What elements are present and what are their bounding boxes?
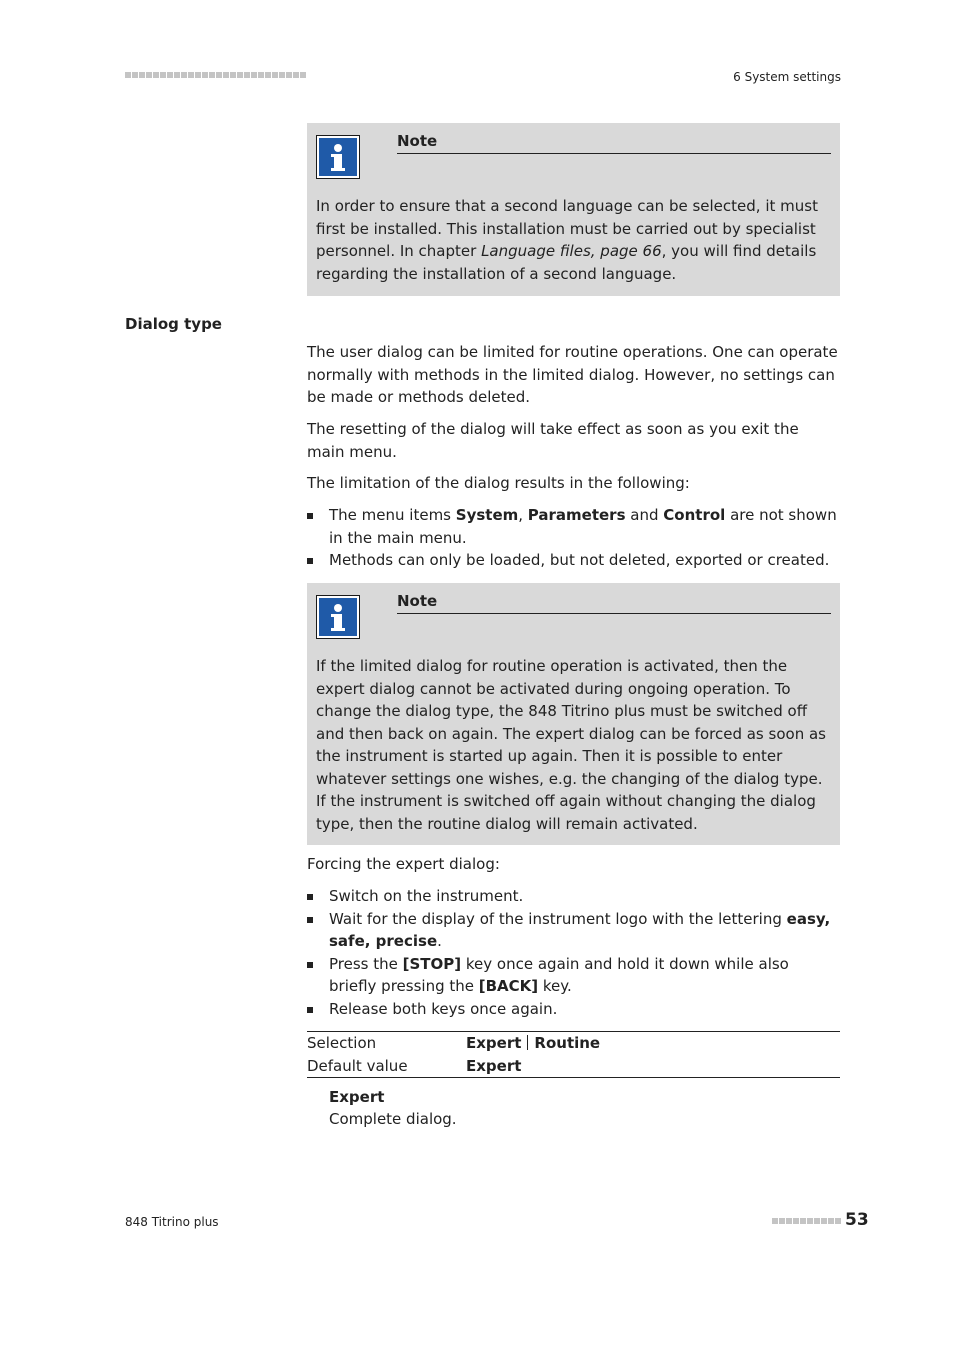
paragraph: The limitation of the dialog results in the following: [307, 474, 690, 492]
paragraph: The resetting of the dialog will take effect as soon as you exit the main menu. [307, 420, 799, 461]
table-row [307, 1032, 840, 1055]
limitation-list [307, 504, 840, 572]
note-box-dialog [307, 583, 840, 845]
list-item: Press the [STOP] key once again and hold it down while also briefly pressing the [BACK] key. [307, 953, 840, 998]
default-value: Expert [466, 1056, 522, 1075]
note-text: In order to ensure that a second language can be selected, it must first be installed. This installation must be carried out by specialist personnel. In chapter Language files, page 66, you will find details regarding the installation of a second language. [316, 197, 818, 283]
list-item: The menu items System, Parameters and Control are not shown in the main menu. [307, 504, 840, 549]
footer-decoration [772, 1218, 841, 1224]
selection-values: Expert Routine [466, 1034, 601, 1052]
info-icon [316, 135, 360, 179]
selection-label: Selection [307, 1034, 377, 1052]
forcing-steps-list [307, 885, 840, 1020]
default-label: Default value [307, 1056, 408, 1075]
info-icon [316, 595, 360, 639]
list-item: Methods can only be loaded, but not deleted, exported or created. [307, 549, 840, 572]
option-name: Expert [329, 1088, 385, 1106]
selection-table [307, 1031, 840, 1078]
header-chapter: 6 System settings [733, 70, 841, 84]
note-text: If the limited dialog for routine operation is activated, then the expert dialog cannot be activated during ongoing operation. To change the dialog type, the 848 Titrino plus must be switched off and then back on again. The expert dialog can be forced as soon as the instrument is started up again. Then it is possible to enter whatever settings one wishes, e.g. the changing of the dialog type. If the instrument is switched off again without changing the dialog type, then the routine dialog will remain activated. [316, 657, 826, 833]
paragraph: The user dialog can be limited for routine operations. One can operate normally with methods in the limited dialog. However, no settings can be made or methods deleted. [307, 343, 838, 406]
section-heading: Dialog type [125, 315, 222, 333]
chapter-reference-link[interactable]: Language files, page 66 [481, 242, 662, 260]
note-title: Note [397, 132, 831, 154]
header-decoration [125, 72, 306, 78]
list-item: Switch on the instrument. [307, 885, 840, 908]
page-number: 53 [845, 1210, 869, 1230]
list-item: Wait for the display of the instrument logo with the lettering easy, safe, precise. [307, 908, 840, 953]
note-box-language [307, 123, 840, 296]
footer-product: 848 Titrino plus [125, 1215, 219, 1229]
list-item: Release both keys once again. [307, 998, 840, 1021]
note-title: Note [397, 592, 831, 614]
paragraph: Forcing the expert dialog: [307, 855, 500, 873]
table-row [307, 1055, 840, 1078]
option-description: Complete dialog. [329, 1110, 457, 1128]
